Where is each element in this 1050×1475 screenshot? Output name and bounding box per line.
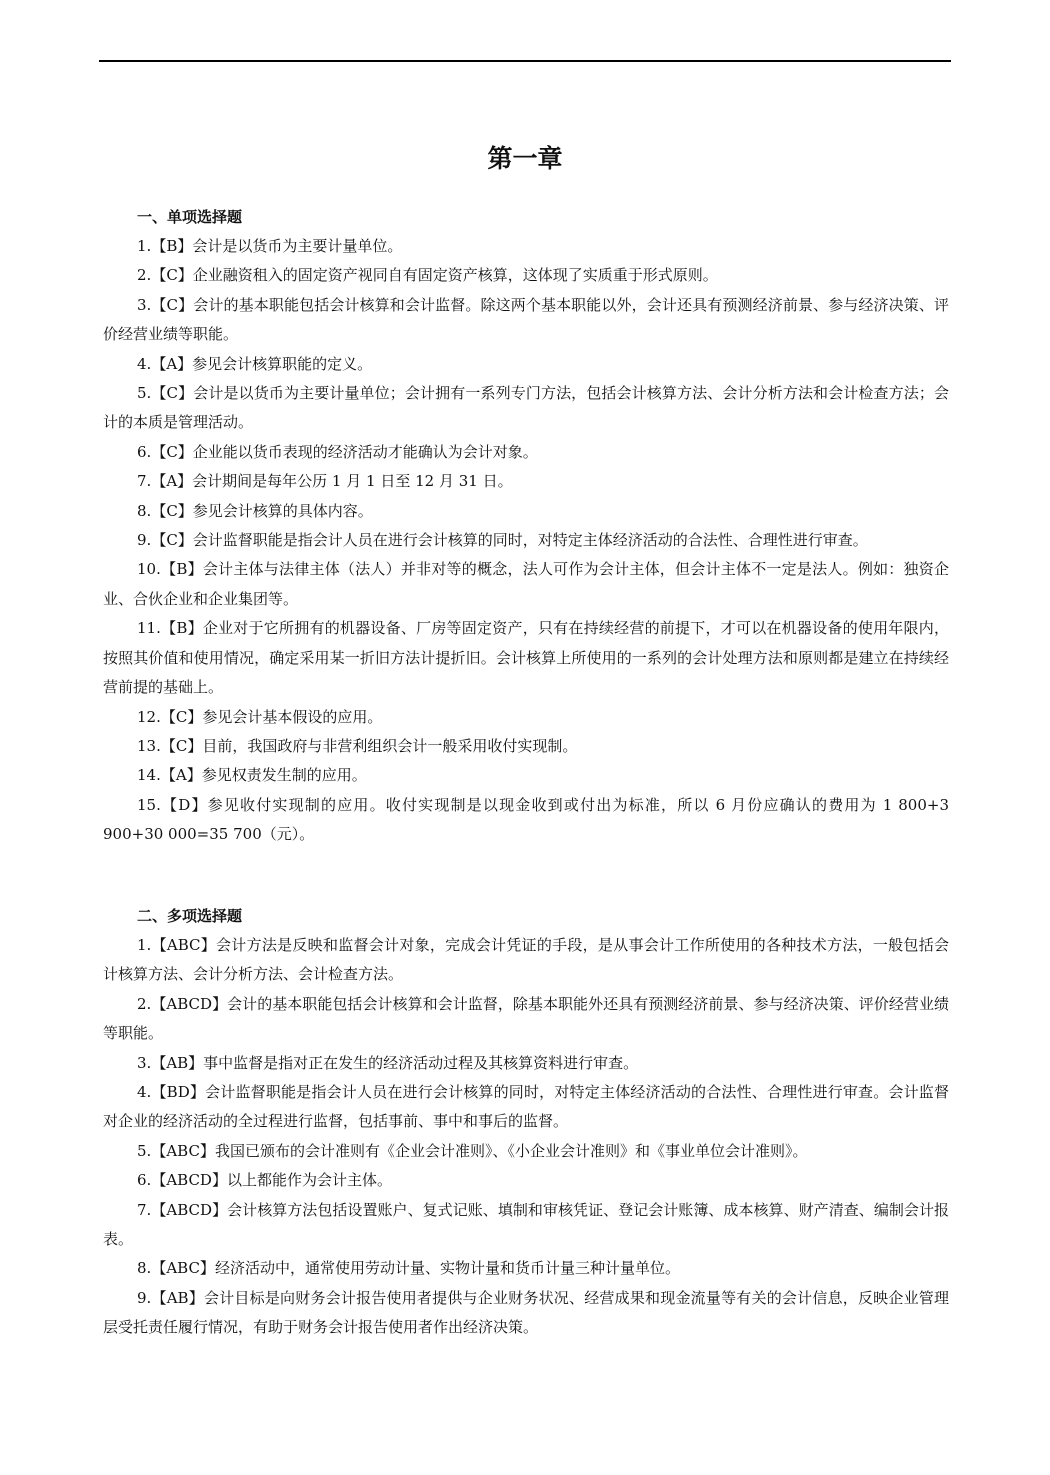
question-number: 6. <box>137 1171 152 1190</box>
answer-explanation: 会计目标是向财务会计报告使用者提供与企业财务状况、经营成果和现金流量等有关的会计信息，反映企业管理层受托责任履行情况，有助于财务会计报告使用者作出经济决策。 <box>103 1288 949 1337</box>
question-number: 3. <box>137 295 152 314</box>
question-number: 11. <box>137 619 161 638</box>
answer-key: 【ABCD】 <box>151 994 228 1013</box>
answer-explanation: 会计主体与法律主体（法人）并非对等的概念，法人可作为会计主体，但会计主体不一定是法人。例如：独资企业、合伙企业和企业集团等。 <box>103 560 949 608</box>
answer-item <box>103 703 949 732</box>
answer-key: 【ABC】 <box>151 1141 215 1160</box>
answer-item <box>103 438 949 467</box>
answer-key: 【C】 <box>151 266 193 285</box>
answer-explanation: 企业对于它所拥有的机器设备、厂房等固定资产，只有在持续经营的前提下，才可以在机器设备的使用年限内，按照其价值和使用情况，确定采用某一折旧方法计提折旧。会计核算上所使用的一系列的会计处理方法和原则都是建立在持续经营前提的基础上。 <box>103 619 949 697</box>
question-number: 9. <box>137 1288 152 1307</box>
answer-key: 【C】 <box>151 531 193 550</box>
answer-key: 【AB】 <box>151 1288 204 1307</box>
answer-key: 【D】 <box>160 795 208 814</box>
answer-key: 【A】 <box>151 472 193 491</box>
single-choice-section <box>103 202 949 850</box>
question-number: 13. <box>137 736 161 755</box>
answer-explanation: 参见会计基本假设的应用。 <box>202 707 383 726</box>
question-number: 4. <box>137 354 152 373</box>
answer-key: 【C】 <box>151 501 193 520</box>
answer-explanation: 我国已颁布的会计准则有《企业会计准则》、《小企业会计准则》和《事业单位会计准则》。 <box>214 1141 808 1160</box>
question-number: 8. <box>137 501 152 520</box>
question-number: 5. <box>137 384 152 403</box>
answer-item <box>103 1196 949 1255</box>
answer-explanation: 以上都能作为会计主体。 <box>226 1171 392 1190</box>
answer-explanation: 经济活动中，通常使用劳动计量、实物计量和货币计量三种计量单位。 <box>214 1259 680 1278</box>
answer-item <box>103 291 949 350</box>
answer-explanation: 企业能以货币表现的经济活动才能确认为会计对象。 <box>192 442 538 461</box>
answer-item <box>103 1284 949 1343</box>
answer-explanation: 会计的基本职能包括会计核算和会计监督。除这两个基本职能以外，会计还具有预测经济前景、参与经济决策、评价经营业绩等职能。 <box>103 295 949 344</box>
question-number: 3. <box>137 1053 152 1072</box>
answer-explanation: 会计核算方法包括设置账户、复式记账、填制和审核凭证、登记会计账簿、成本核算、财产清查、编制会计报表。 <box>103 1200 949 1249</box>
answer-item <box>103 1078 949 1137</box>
answer-explanation: 会计的基本职能包括会计核算和会计监督，除基本职能外还具有预测经济前景、参与经济决策、评价经营业绩等职能。 <box>103 994 949 1043</box>
header-rule <box>99 60 951 62</box>
answer-explanation: 会计是以货币为主要计量单位；会计拥有一系列专门方法，包括会计核算方法、会计分析方法和会计检查方法；会计的本质是管理活动。 <box>103 384 949 432</box>
question-number: 1. <box>137 936 152 954</box>
question-number: 4. <box>137 1083 152 1102</box>
answer-key: 【C】 <box>151 384 194 403</box>
chapter-title: 第一章 <box>487 144 563 173</box>
answer-explanation: 会计监督职能是指会计人员在进行会计核算的同时，对特定主体经济活动的合法性、合理性进行审查。会计监督对企业的经济活动的全过程进行监督，包括事前、事中和事后的监督。 <box>103 1083 949 1131</box>
question-number: 5. <box>137 1141 152 1160</box>
question-number: 6. <box>137 442 152 461</box>
question-number: 2. <box>137 266 152 285</box>
answer-item <box>103 761 949 790</box>
answer-key: 【A】 <box>160 766 202 785</box>
answer-item <box>103 1166 949 1195</box>
question-number: 9. <box>137 531 152 550</box>
answer-explanation: 会计方法是反映和监督会计对象，完成会计凭证的手段，是从事会计工作所使用的各种技术方法，一般包括会计核算方法、会计分析方法、会计检查方法。 <box>103 936 949 984</box>
answer-key: 【ABC】 <box>151 936 217 954</box>
answer-explanation: 参见会计核算的具体内容。 <box>192 501 373 520</box>
answer-item <box>103 1049 949 1078</box>
multiple-choice-list <box>103 931 949 1343</box>
answer-key: 【AB】 <box>151 1053 204 1072</box>
answer-key: 【B】 <box>151 237 193 255</box>
answer-key: 【B】 <box>160 560 203 579</box>
question-number: 2. <box>137 994 152 1013</box>
section-heading-single-choice: 一、单项选择题 <box>137 208 243 226</box>
answer-explanation: 会计期间是每年公历 1 月 1 日至 12 月 31 日。 <box>192 472 513 491</box>
multiple-choice-section <box>103 901 949 1343</box>
question-number: 7. <box>137 1200 152 1219</box>
question-number: 10. <box>137 560 161 579</box>
answer-item <box>103 614 949 702</box>
answer-item <box>103 497 949 526</box>
answer-explanation: 参见会计核算职能的定义。 <box>192 354 373 373</box>
answer-key: 【ABCD】 <box>151 1171 227 1190</box>
answer-item <box>103 555 949 614</box>
answer-item <box>103 467 949 496</box>
section-heading-multiple-choice: 二、多项选择题 <box>137 907 243 925</box>
question-number: 15. <box>137 795 161 814</box>
answer-item <box>103 732 949 761</box>
answer-item <box>103 350 949 379</box>
question-number: 14. <box>137 766 161 785</box>
answer-key: 【ABC】 <box>151 1259 215 1278</box>
answer-item <box>103 1254 949 1283</box>
answer-key: 【BD】 <box>151 1083 206 1102</box>
answer-key: 【A】 <box>151 354 193 373</box>
question-number: 8. <box>137 1259 152 1278</box>
answer-item <box>103 791 949 850</box>
answer-key: 【C】 <box>151 295 194 314</box>
answer-item <box>103 526 949 555</box>
answer-explanation: 目前，我国政府与非营利组织会计一般采用收付实现制。 <box>202 736 578 755</box>
answer-key: 【C】 <box>160 707 203 726</box>
answer-key: 【C】 <box>151 442 193 461</box>
answer-item <box>103 990 949 1049</box>
question-number: 1. <box>137 237 152 255</box>
question-number: 7. <box>137 472 152 491</box>
answer-explanation: 参见收付实现制的应用。收付实现制是以现金收到或付出为标准，所以 6 月份应确认的费用为 1 800+3 900+30 000=35 700（元）。 <box>103 795 949 844</box>
answer-key: 【ABCD】 <box>151 1200 228 1219</box>
answer-item <box>103 379 949 438</box>
answer-item <box>103 261 949 290</box>
answer-item <box>103 232 949 261</box>
answer-key: 【C】 <box>160 736 203 755</box>
answer-key: 【B】 <box>160 619 203 638</box>
answer-explanation: 事中监督是指对正在发生的经济活动过程及其核算资料进行审查。 <box>203 1053 639 1072</box>
answer-explanation: 企业融资租入的固定资产视同自有固定资产核算，这体现了实质重于形式原则。 <box>192 266 718 285</box>
question-number: 12. <box>137 707 161 726</box>
answer-explanation: 会计是以货币为主要计量单位。 <box>192 237 403 255</box>
answer-item <box>103 1137 949 1166</box>
answer-explanation: 参见权责发生制的应用。 <box>201 766 367 785</box>
single-choice-list <box>103 232 949 850</box>
answer-explanation: 会计监督职能是指会计人员在进行会计核算的同时，对特定主体经济活动的合法性、合理性进行审查。 <box>192 531 868 550</box>
answer-item <box>103 931 949 990</box>
